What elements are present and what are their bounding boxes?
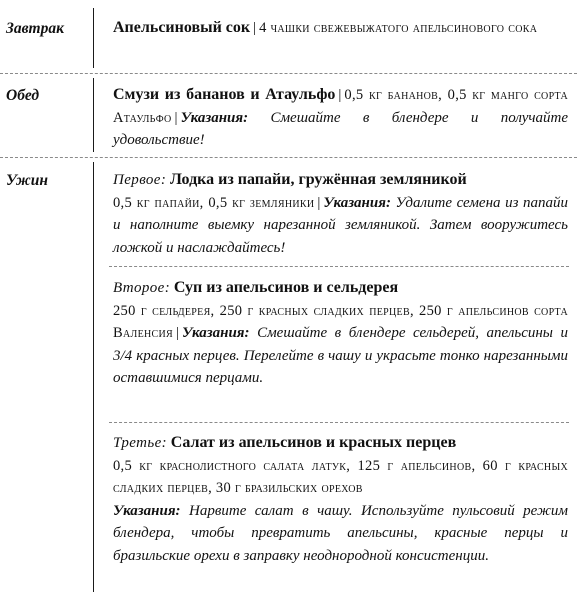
lunch-entry — [113, 84, 568, 152]
separator: | — [317, 194, 321, 211]
meal-label-breakfast — [6, 19, 64, 39]
column-divider-lunch — [93, 78, 94, 152]
meal-name: Ужин — [6, 172, 48, 189]
row-separator-1 — [0, 73, 577, 74]
course-label: Первое: — [113, 172, 167, 188]
course-separator-2 — [109, 422, 569, 423]
ingredients: 0,5 кг папайи, 0,5 кг земляники — [113, 194, 315, 211]
column-divider-breakfast — [93, 8, 94, 68]
instructions-text: Нарвите салат в чашу. Используйте пульсовий режим блендера, чтобы превратить апельсины, красные перцы и бразильские орехи в заправку неоднородной консистенции. — [113, 502, 568, 564]
row-separator-2 — [0, 157, 577, 158]
separator: | — [253, 20, 257, 36]
instructions-label: Указания: — [323, 194, 391, 211]
instructions-text: Удалите семена из папайи и наполните выемку нарезанной земляникой. Затем вооружитесь ложкой и наслаждайтесь! — [113, 194, 568, 256]
dish-name: Смузи из бананов и Атаульфо — [113, 86, 336, 103]
course-label: Третье: — [113, 435, 168, 451]
breakfast-entry — [113, 17, 568, 40]
ingredients: 0,5 кг бананов, 0,5 кг манго сорта Атаульфо — [113, 87, 568, 126]
instructions-text: Смешайте в блендере сельдерей, апельсины и 3/4 красных перцев. Перелейте в чашу и украсьте тонко нарезанными оставшимися перцами. — [113, 325, 568, 386]
dish-name: Салат из апельсинов и красных перцев — [170, 434, 457, 451]
dish-name: Лодка из папайи, гружённая земляникой — [170, 171, 467, 188]
ingredients: 4 чашки свежевыжатого апельсинового сока — [259, 20, 538, 36]
dinner-second-entry — [113, 277, 568, 390]
dish-name: Апельсиновый сок — [113, 19, 251, 36]
meal-label-lunch — [6, 86, 39, 106]
ingredients: 250 г сельдерея, 250 г красных сладких перцев, 250 г апельсинов сорта Валенсия — [113, 302, 568, 341]
meal-name: Обед — [6, 87, 40, 104]
dinner-third-entry — [113, 432, 568, 567]
column-divider-dinner — [93, 162, 94, 592]
meal-name: Завтрак — [6, 20, 64, 37]
separator: | — [338, 87, 342, 103]
separator: | — [175, 325, 179, 341]
instructions-label: Указания: — [180, 109, 249, 126]
dinner-first-entry — [113, 169, 568, 259]
course-separator-1 — [109, 266, 569, 267]
ingredients: 0,5 кг краснолистного салата латук, 125 г апельсинов, 60 г красных сладких перцев, 30 г бразильских орехов — [113, 457, 568, 496]
dish-name: Суп из апельсинов и сельдерея — [173, 279, 399, 296]
instructions-label: Указания: — [113, 502, 181, 519]
meal-label-dinner — [6, 171, 48, 191]
separator: | — [174, 109, 178, 126]
course-label: Второе: — [113, 280, 171, 296]
instructions-label: Указания: — [181, 325, 250, 341]
instructions-text: Смешайте в блендере и получайте удовольствие! — [113, 109, 568, 148]
